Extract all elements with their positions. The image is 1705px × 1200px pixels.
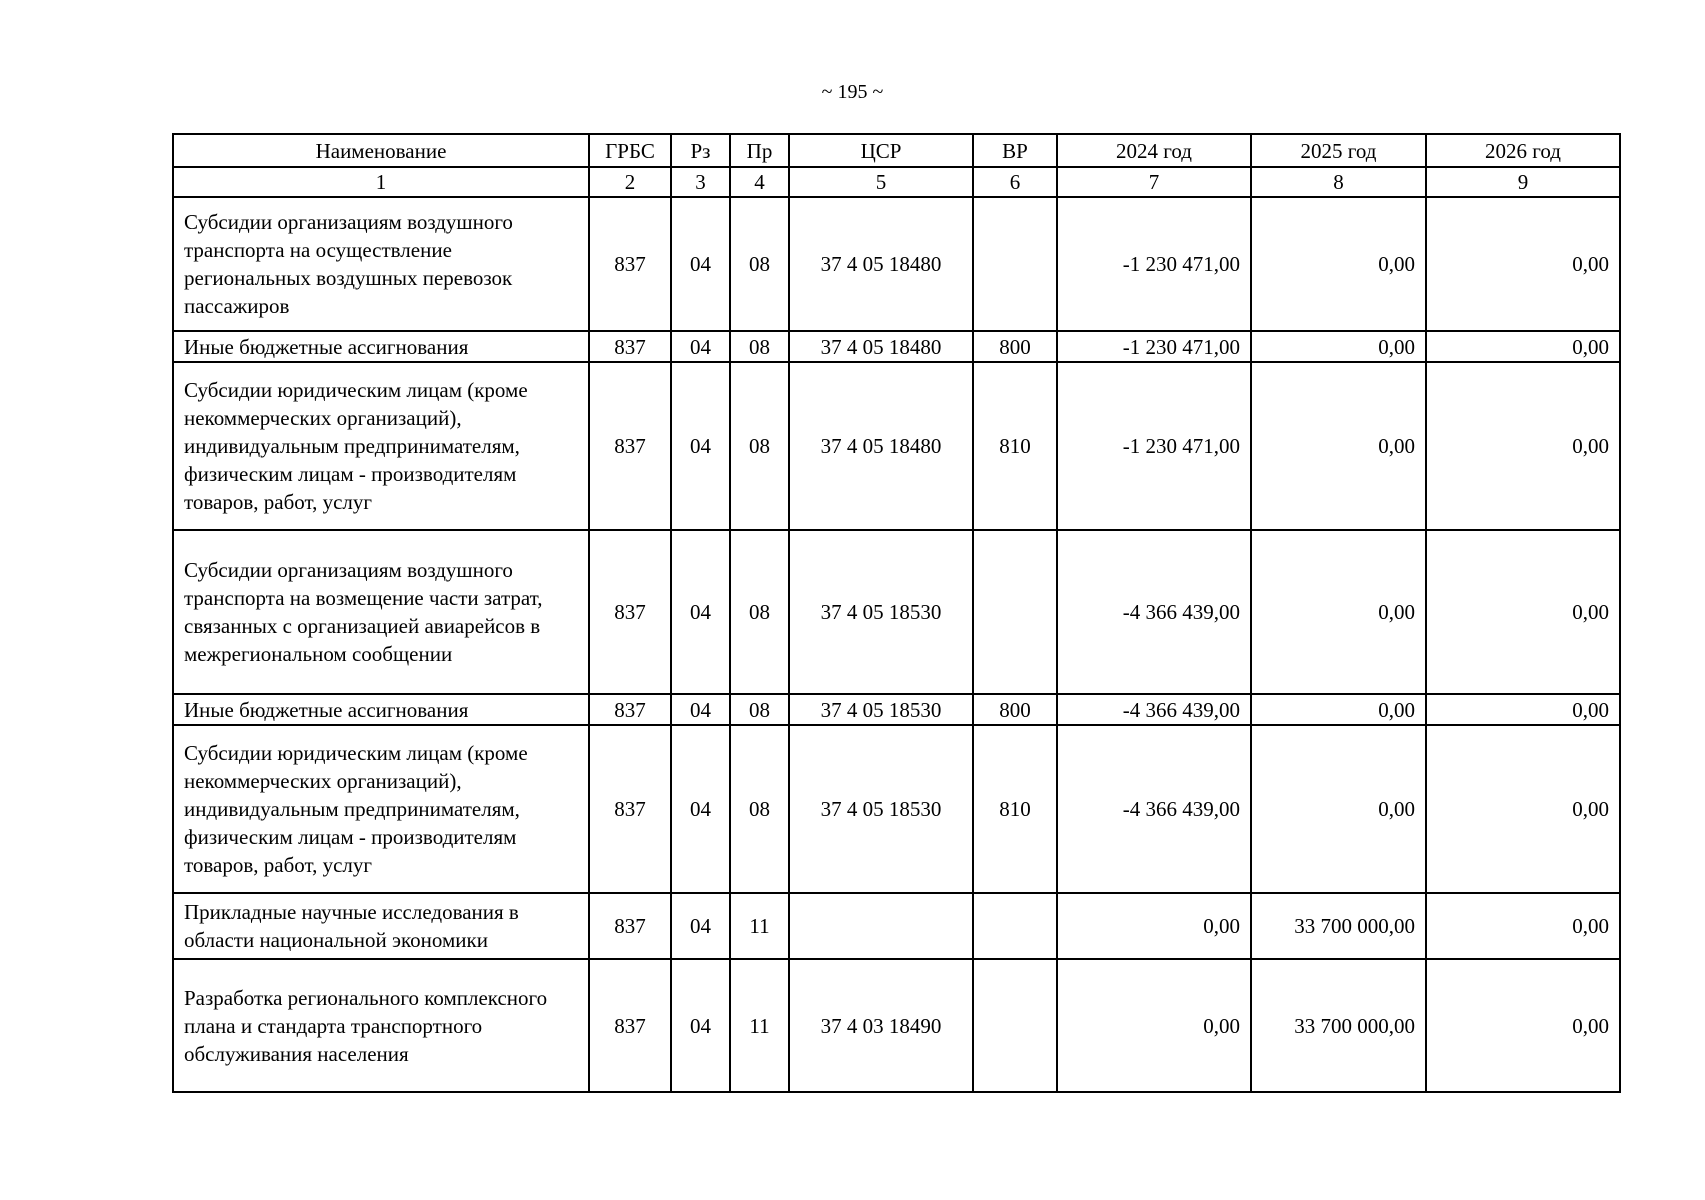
row-grbs: 837: [589, 197, 671, 331]
row-2025: 0,00: [1251, 530, 1426, 694]
row-grbs: 837: [589, 694, 671, 725]
row-2026: 0,00: [1426, 530, 1620, 694]
row-rz: 04: [671, 893, 730, 959]
row-pr: 08: [730, 197, 789, 331]
row-2026: 0,00: [1426, 694, 1620, 725]
row-vr: 800: [973, 694, 1057, 725]
row-csr: 37 4 05 18530: [789, 530, 973, 694]
row-grbs: 837: [589, 362, 671, 530]
row-name: Иные бюджетные ассигнования: [173, 694, 589, 725]
row-grbs: 837: [589, 725, 671, 893]
column-number-row: [173, 167, 1620, 197]
header-2025: 2025 год: [1251, 134, 1426, 167]
row-name: Субсидии юридическим лицам (кроме некоммерческих организаций), индивидуальным предпринимателям, физическим лицам - производителям товаров, работ, услуг: [173, 725, 589, 893]
row-name: Разработка регионального комплексного плана и стандарта транспортного обслуживания населения: [173, 959, 589, 1092]
row-grbs: 837: [589, 331, 671, 362]
row-2024: -1 230 471,00: [1057, 331, 1251, 362]
row-2025: 33 700 000,00: [1251, 893, 1426, 959]
table-row: [173, 959, 1620, 1092]
row-2024: 0,00: [1057, 959, 1251, 1092]
column-number: 1: [173, 167, 589, 197]
row-2025: 0,00: [1251, 197, 1426, 331]
column-number: 6: [973, 167, 1057, 197]
row-vr: 810: [973, 725, 1057, 893]
header-name: Наименование: [173, 134, 589, 167]
row-vr: 800: [973, 331, 1057, 362]
row-grbs: 837: [589, 959, 671, 1092]
row-2026: 0,00: [1426, 893, 1620, 959]
header-rz: Рз: [671, 134, 730, 167]
row-2025: 33 700 000,00: [1251, 959, 1426, 1092]
column-number: 3: [671, 167, 730, 197]
header-csr: ЦСР: [789, 134, 973, 167]
table-row: [173, 725, 1620, 893]
row-2026: 0,00: [1426, 959, 1620, 1092]
row-csr: 37 4 05 18530: [789, 725, 973, 893]
row-rz: 04: [671, 331, 730, 362]
row-csr: 37 4 05 18480: [789, 331, 973, 362]
row-rz: 04: [671, 530, 730, 694]
row-pr: 11: [730, 893, 789, 959]
budget-table: [172, 133, 1621, 1093]
header-row: [173, 134, 1620, 167]
header-vr: ВР: [973, 134, 1057, 167]
header-2024: 2024 год: [1057, 134, 1251, 167]
header-2026: 2026 год: [1426, 134, 1620, 167]
row-name: Иные бюджетные ассигнования: [173, 331, 589, 362]
row-grbs: 837: [589, 530, 671, 694]
column-number: 5: [789, 167, 973, 197]
row-2025: 0,00: [1251, 362, 1426, 530]
row-name: Субсидии организациям воздушного транспорта на возмещение части затрат, связанных с организацией авиарейсов в межрегиональном сообщении: [173, 530, 589, 694]
row-csr: [789, 893, 973, 959]
page-number: ~ 195 ~: [821, 81, 884, 103]
row-2024: -4 366 439,00: [1057, 725, 1251, 893]
row-rz: 04: [671, 362, 730, 530]
header-pr: Пр: [730, 134, 789, 167]
row-pr: 08: [730, 530, 789, 694]
row-2025: 0,00: [1251, 725, 1426, 893]
row-2024: 0,00: [1057, 893, 1251, 959]
table-row: [173, 694, 1620, 725]
row-2024: -1 230 471,00: [1057, 197, 1251, 331]
row-rz: 04: [671, 959, 730, 1092]
row-pr: 08: [730, 725, 789, 893]
row-pr: 08: [730, 362, 789, 530]
row-grbs: 837: [589, 893, 671, 959]
column-number: 4: [730, 167, 789, 197]
table-row: [173, 362, 1620, 530]
row-csr: 37 4 03 18490: [789, 959, 973, 1092]
table-row: [173, 893, 1620, 959]
row-2026: 0,00: [1426, 362, 1620, 530]
row-vr: 810: [973, 362, 1057, 530]
row-2024: -4 366 439,00: [1057, 694, 1251, 725]
row-name: Субсидии организациям воздушного транспорта на осуществление региональных воздушных перевозок пассажиров: [173, 197, 589, 331]
row-name: Субсидии юридическим лицам (кроме некоммерческих организаций), индивидуальным предпринимателям, физическим лицам - производителям товаров, работ, услуг: [173, 362, 589, 530]
row-vr: [973, 959, 1057, 1092]
row-vr: [973, 530, 1057, 694]
row-rz: 04: [671, 694, 730, 725]
row-name: Прикладные научные исследования в области национальной экономики: [173, 893, 589, 959]
row-csr: 37 4 05 18480: [789, 197, 973, 331]
column-number: 8: [1251, 167, 1426, 197]
row-pr: 08: [730, 331, 789, 362]
row-pr: 11: [730, 959, 789, 1092]
row-2024: -4 366 439,00: [1057, 530, 1251, 694]
row-pr: 08: [730, 694, 789, 725]
row-2026: 0,00: [1426, 331, 1620, 362]
column-number: 9: [1426, 167, 1620, 197]
row-rz: 04: [671, 725, 730, 893]
table-row: [173, 530, 1620, 694]
row-vr: [973, 197, 1057, 331]
table-row: [173, 331, 1620, 362]
column-number: 2: [589, 167, 671, 197]
table-row: [173, 197, 1620, 331]
row-csr: 37 4 05 18480: [789, 362, 973, 530]
column-number: 7: [1057, 167, 1251, 197]
row-csr: 37 4 05 18530: [789, 694, 973, 725]
row-2026: 0,00: [1426, 725, 1620, 893]
header-grbs: ГРБС: [589, 134, 671, 167]
row-2024: -1 230 471,00: [1057, 362, 1251, 530]
row-2026: 0,00: [1426, 197, 1620, 331]
row-vr: [973, 893, 1057, 959]
row-2025: 0,00: [1251, 694, 1426, 725]
row-2025: 0,00: [1251, 331, 1426, 362]
row-rz: 04: [671, 197, 730, 331]
